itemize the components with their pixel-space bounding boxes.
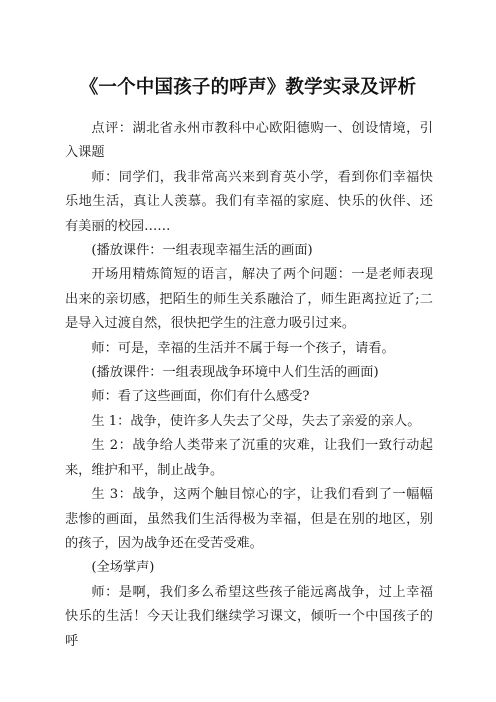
paragraph-comment: 点评：湖北省永州市教科中心欧阳德购一、创设情境，引入课题: [65, 121, 433, 161]
paragraph: 开场用精炼简短的语言，解决了两个问题：一是老师表现出来的亲切感，把陌生的师生关系融洽了，师生距离拉近了;二是导入过渡自然，很快把学生的注意力吸引过来。: [65, 267, 433, 332]
paragraph-stage-direction: (播放课件：一组表现战争环境中人们生活的画面): [91, 365, 379, 381]
paragraph-student: 生 2：战争给人类带来了沉重的灾难，让我们一致行动起来，维护和平，制止战争。: [65, 438, 433, 478]
document-title: 《一个中国孩子的呼声》教学实录及评析: [79, 77, 417, 98]
paragraph: 师：同学们，我非常高兴来到育英小学，看到你们幸福快乐地生活，真让人羡慕。我们有幸福的家庭、快乐的伙伴、还有美丽的校园……: [65, 169, 433, 234]
paragraph-student: 生 1：战争，使许多人失去了父母，失去了亲爱的亲人。: [91, 413, 421, 429]
paragraph-stage-direction: (全场掌声): [91, 560, 155, 576]
paragraph: 师：是啊，我们多么希望这些孩子能远离战争，过上幸福快乐的生活！今天让我们继续学习课文，倾听一个中国孩子的呼: [65, 584, 433, 649]
paragraph: 师：看了这些画面，你们有什么感受?: [91, 389, 310, 405]
paragraph-stage-direction: (播放课件：一组表现幸福生活的画面): [91, 243, 313, 259]
paragraph-student: 生 3：战争，这两个触目惊心的字，让我们看到了一幅幅悲惨的画面，虽然我们生活得极为幸福，但是在别的地区，别的孩子，因为战争还在受苦受难。: [65, 487, 433, 551]
document-body: [65, 117, 433, 654]
paragraph: 师：可是，幸福的生活并不属于每一个孩子，请看。: [91, 340, 395, 356]
